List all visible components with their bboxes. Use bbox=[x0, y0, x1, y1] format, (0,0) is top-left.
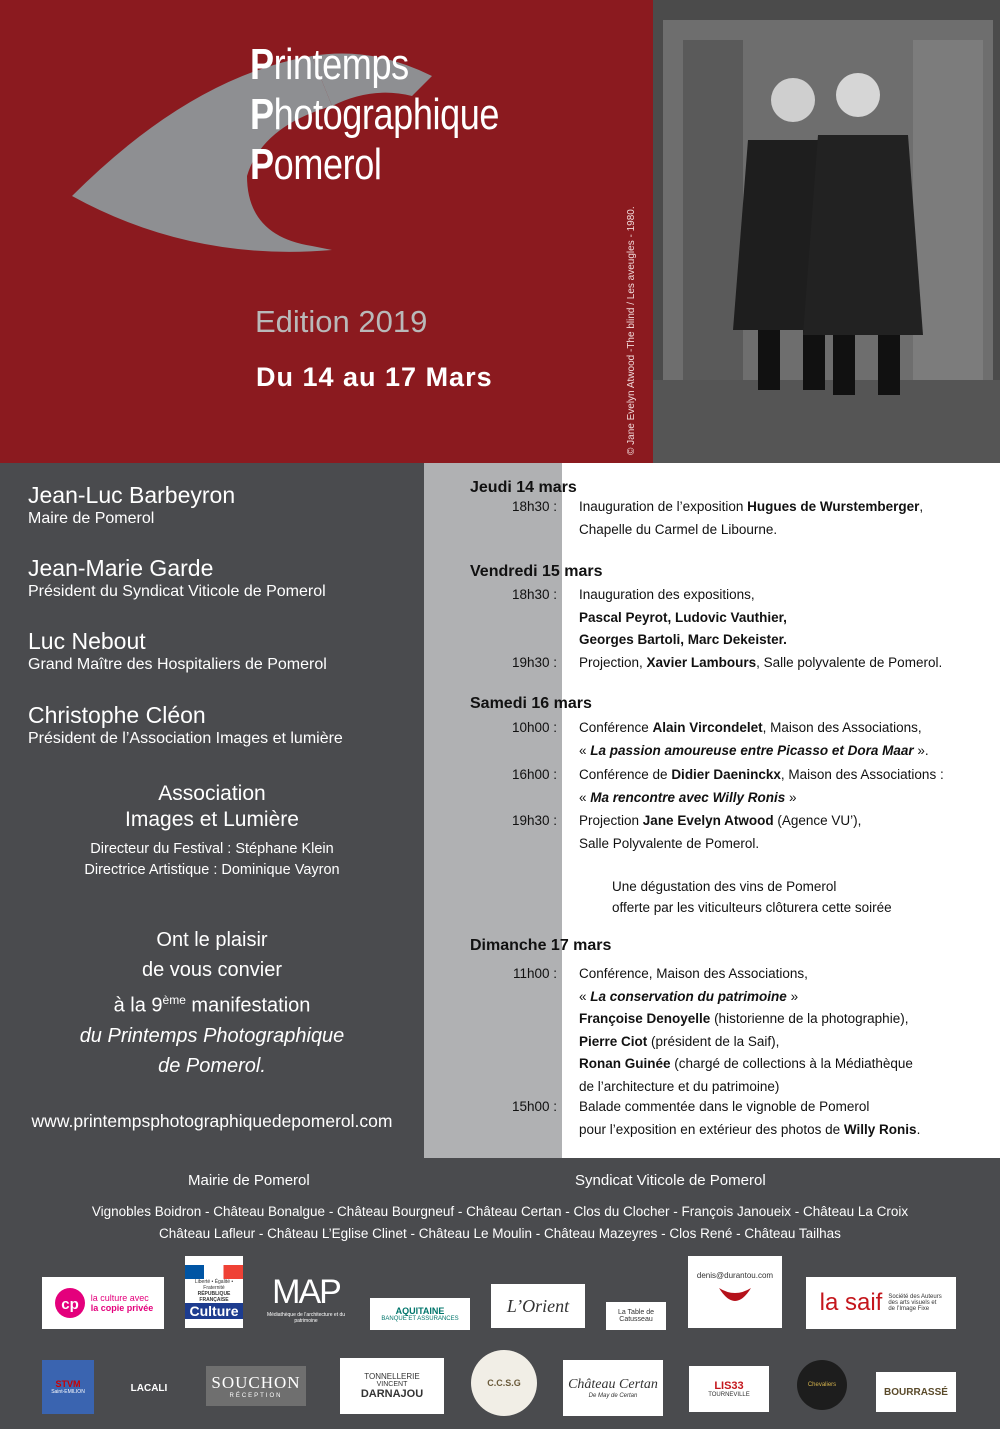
vineyards-line-2: Château Lafleur - Château L’Eglise Clinet - Château Le Moulin - Château Mazeyres - Clos René - Château Tailhas bbox=[159, 1226, 841, 1241]
event-time: 18h30 : bbox=[511, 499, 557, 514]
event-description: Balade commentée dans le vignoble de Pomerol pour l’exposition en extérieur des photos de Willy Ronis. bbox=[579, 1099, 921, 1137]
host-name: Luc Nebout bbox=[28, 628, 146, 654]
durantou-icon bbox=[715, 1280, 755, 1314]
header-banner bbox=[0, 0, 1000, 463]
vineyards-line-1: Vignobles Boidron - Château Bonalgue - Château Bourgneuf - Château Certan - Clos du Clocher - François Janoueix - Château La Croix bbox=[91, 1204, 909, 1219]
host-name: Jean-Marie Garde bbox=[28, 555, 214, 581]
cp-icon bbox=[53, 1286, 87, 1320]
event-description: Inauguration de l’exposition Hugues de Wurstemberger, Chapelle du Carmel de Libourne. bbox=[579, 499, 924, 537]
festival-title bbox=[250, 40, 499, 190]
souchon-logo: SOUCHON RÉCEPTION bbox=[206, 1366, 306, 1406]
host-grand-master bbox=[28, 627, 327, 675]
event-description: Projection, Xavier Lambours, Salle polyvalente de Pomerol. bbox=[579, 655, 943, 670]
svg-text:cp: cp bbox=[60, 1296, 79, 1313]
durantou-logo: denis@durantou.com bbox=[688, 1256, 782, 1328]
photo-illustration bbox=[653, 0, 1000, 463]
featured-photo bbox=[653, 0, 1000, 463]
title-line-1: Printemps bbox=[250, 40, 409, 89]
host-role: Grand Maître des Hospitaliers de Pomerol bbox=[28, 656, 327, 673]
website-link[interactable]: www.printempsphotographiquedepomerol.com bbox=[31, 1111, 393, 1131]
event-time: 16h00 : bbox=[511, 767, 557, 782]
day-heading: Jeudi 14 mars bbox=[470, 479, 577, 496]
host-name: Christophe Cléon bbox=[28, 702, 206, 728]
invite-line-2: de vous convier bbox=[141, 959, 283, 981]
ccsg-seal-logo: C.C.S.G bbox=[471, 1350, 537, 1416]
mairie-label: Mairie de Pomerol bbox=[188, 1172, 310, 1189]
festival-director: Directeur du Festival : Stéphane Klein bbox=[90, 841, 334, 857]
event-time: 19h30 : bbox=[511, 813, 557, 828]
ministere-culture-logo: Liberté • Égalité • Fraternité RÉPUBLIQUE FRANÇAISE Culture bbox=[185, 1256, 243, 1328]
darnajou-logo: TONNELLERIE VINCENT DARNAJOU bbox=[340, 1358, 444, 1414]
invitation-text bbox=[0, 925, 424, 1081]
association-name-2: Images et Lumière bbox=[125, 808, 299, 831]
schedule-panel bbox=[562, 463, 1000, 1158]
host-mayor bbox=[28, 481, 235, 529]
host-role: Président du Syndicat Viticole de Pomerol bbox=[28, 583, 326, 600]
bourrasse-logo: BOURRASSÉ bbox=[876, 1372, 956, 1412]
host-syndicat-president bbox=[28, 554, 326, 602]
partners-footer bbox=[0, 1158, 1000, 1272]
map-logo: MAP Médiathèque de l’architecture et du patrimoine bbox=[266, 1272, 346, 1324]
host-name: Jean-Luc Barbeyron bbox=[28, 482, 236, 508]
festival-dates: Du 14 au 17 Mars bbox=[256, 362, 493, 392]
artistic-director: Directrice Artistique : Dominique Vayron bbox=[84, 862, 340, 878]
copie-privee-logo: cp la culture avec la copie privée bbox=[42, 1277, 164, 1329]
host-association-president bbox=[28, 701, 343, 749]
hosts-panel bbox=[0, 463, 424, 1158]
event-time: 10h00 : bbox=[511, 720, 557, 735]
stvm-logo: STVM Saint-EMILION bbox=[42, 1360, 94, 1414]
chateau-certan-logo: Château Certan De May de Certan bbox=[563, 1360, 663, 1416]
event-time: 15h00 : bbox=[511, 1099, 557, 1114]
event-description: Inauguration des expositions, Pascal Peyrot, Ludovic Vauthier, Georges Bartoli, Marc Dekeister. bbox=[579, 587, 787, 647]
lorient-logo: L’Orient bbox=[491, 1284, 585, 1328]
invite-line-5: de Pomerol. bbox=[158, 1054, 266, 1077]
credit-agricole-logo: AQUITAINE BANQUE ET ASSURANCES bbox=[370, 1298, 470, 1330]
title-line-3: Pomerol bbox=[250, 140, 382, 189]
chevaliers-logo: Chevaliers bbox=[797, 1360, 847, 1410]
edition-label: Edition 2019 bbox=[255, 304, 428, 339]
schedule-gray-strip bbox=[424, 463, 562, 1158]
event-time: 11h00 : bbox=[512, 966, 557, 981]
day-heading: Vendredi 15 mars bbox=[470, 563, 603, 580]
photo-credit: © Jane Evelyn Atwood -The blind / Les aveugles - 1980. bbox=[626, 206, 637, 455]
association-block bbox=[0, 781, 424, 881]
lacali-logo: LACALI bbox=[130, 1382, 168, 1394]
lis33-logo: LIS33 TOURNEVILLE bbox=[689, 1366, 769, 1412]
table-catusseau-logo: La Table de Catusseau bbox=[606, 1302, 666, 1330]
day-heading: Samedi 16 mars bbox=[470, 695, 592, 712]
event-description: Projection Jane Evelyn Atwood (Agence VU’), Salle Polyvalente de Pomerol. bbox=[579, 813, 862, 851]
event-description: Conférence, Maison des Associations, « La conservation du patrimoine » Françoise Denoyelle (historienne de la photographie), Pierre Ciot (président de la Saif), Ronan Guinée (chargé de collections à la Médiathèque de l’architecture et du patrimoine) bbox=[579, 966, 913, 1094]
event-time: 19h30 : bbox=[511, 655, 557, 670]
host-role: Président de l’Association Images et lumière bbox=[28, 730, 343, 747]
event-description: Conférence Alain Vircondelet, Maison des Associations, « La passion amoureuse entre Picasso et Dora Maar ». bbox=[579, 720, 929, 758]
saif-logo: la saif Société des Auteurs des arts visuels et de l’Image Fixe bbox=[806, 1277, 956, 1329]
invite-line-3: à la 9ème manifestation bbox=[113, 993, 311, 1017]
invite-line-4: du Printemps Photographique bbox=[79, 1024, 345, 1047]
wine-tasting-note: Une dégustation des vins de Pomerol offerte par les viticulteurs clôturera cette soirée bbox=[612, 879, 892, 915]
association-name-1: Association bbox=[158, 782, 266, 805]
day-heading: Dimanche 17 mars bbox=[470, 937, 612, 954]
invite-line-1: Ont le plaisir bbox=[156, 929, 268, 951]
event-time: 18h30 : bbox=[511, 587, 557, 602]
french-flag bbox=[185, 1265, 243, 1279]
sponsor-logos bbox=[0, 1272, 1000, 1429]
syndicat-label: Syndicat Viticole de Pomerol bbox=[575, 1172, 766, 1189]
title-line-2: Photographique bbox=[250, 90, 500, 139]
host-role: Maire de Pomerol bbox=[28, 510, 155, 527]
event-description: Conférence de Didier Daeninckx, Maison des Associations : « Ma rencontre avec Willy Ronis » bbox=[579, 767, 944, 805]
